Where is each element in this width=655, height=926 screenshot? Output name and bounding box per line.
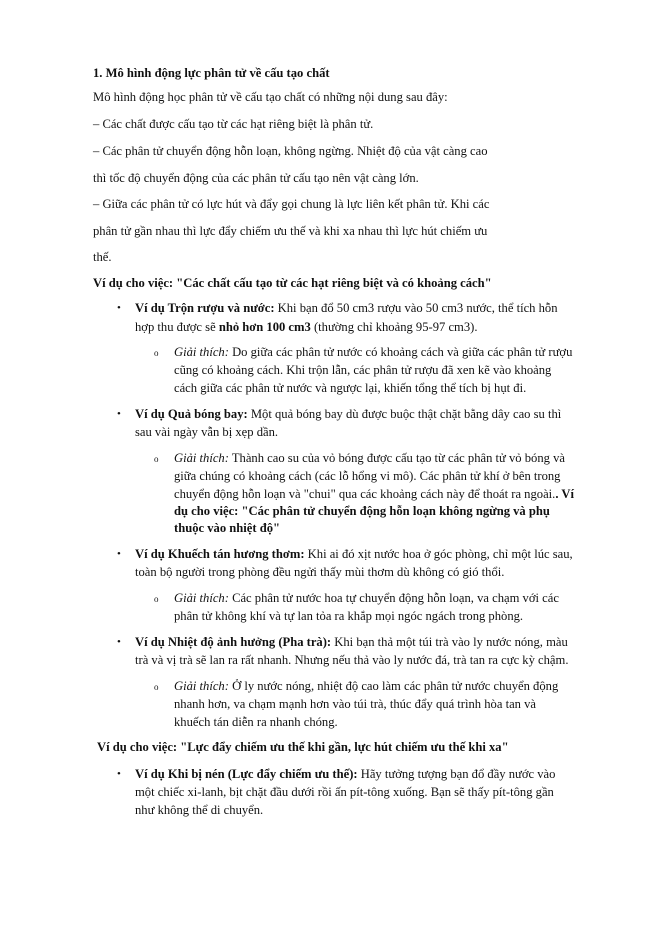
bullet-icon: • [117, 636, 121, 648]
intro-paragraph: Mô hình động học phân tử về cấu tạo chất có những nội dung sau đây: [93, 90, 448, 104]
sub-bullet-icon: o [154, 348, 159, 358]
explanation-line: Giải thích: Thành cao su của vỏ bóng được cấu tạo từ các phân tử vỏ bóng và [174, 451, 565, 465]
explanation-line: Giải thích: Các phân tử nước hoa tự chuyển động hỗn loạn, va chạm với các [174, 591, 559, 605]
explanation-line: cũng có khoảng cách. Khi trộn lẫn, các phân tử rượu đã xen kẽ vào khoảng [174, 363, 552, 377]
point-2-line-2: thì tốc độ chuyển động của các phân tử cấu tạo nên vật càng lớn. [93, 171, 419, 185]
example-title: Ví dụ Khuếch tán hương thơm: [135, 547, 305, 561]
point-2-line-1: – Các phân tử chuyển động hỗn loạn, không ngừng. Nhiệt độ của vật càng cao [93, 144, 488, 158]
explanation-label: Giải thích: [174, 451, 229, 465]
bullet-icon: • [117, 408, 121, 420]
example-line: Ví dụ Khuếch tán hương thơm: Khi ai đó xịt nước hoa ở góc phòng, chỉ một lúc sau, [135, 547, 573, 561]
explanation-label: Giải thích: [174, 591, 229, 605]
example-group-heading: Ví dụ cho việc: "Lực đẩy chiếm ưu thế khi gần, lực hút chiếm ưu thế khi xa" [97, 740, 509, 754]
explanation-line: Giải thích: Do giữa các phân tử nước có khoảng cách và giữa các phân tử rượu [174, 345, 573, 359]
example-title: Ví dụ Khi bị nén (Lực đẩy chiếm ưu thế): [135, 767, 358, 781]
bullet-icon: • [117, 768, 121, 780]
explanation-line: giữa chúng có khoảng cách (các lỗ hổng vi mô). Các phân tử khí ở bên trong [174, 469, 561, 483]
example-line: hợp thu được sẽ nhỏ hơn 100 cm3 (thường chỉ khoảng 95-97 cm3). [135, 320, 478, 334]
example-line: Ví dụ Khi bị nén (Lực đẩy chiếm ưu thế): Hãy tưởng tượng bạn đổ đầy nước vào [135, 767, 556, 781]
explanation-line: Giải thích: Ở ly nước nóng, nhiệt độ cao làm các phân tử nước chuyển động [174, 679, 559, 693]
example-title: Ví dụ Trộn rượu và nước: [135, 301, 275, 315]
example-line: Ví dụ Trộn rượu và nước: Khi bạn đổ 50 cm3 rượu vào 50 cm3 nước, thể tích hỗn [135, 301, 558, 315]
example-line: Ví dụ Nhiệt độ ảnh hưởng (Pha trà): Khi bạn thả một túi trà vào ly nước nóng, màu [135, 635, 568, 649]
bullet-icon: • [117, 302, 121, 314]
explanation-label: Giải thích: [174, 345, 229, 359]
example-line: trà và vị trà sẽ lan ra rất nhanh. Nhưng nếu thả vào ly nước đá, trà tan ra cực kỳ chậm. [135, 653, 569, 667]
example-line: một chiếc xi-lanh, bịt chặt đầu dưới rồi ấn pít-tông xuống. Bạn sẽ thấy pít-tông gần [135, 785, 554, 799]
explanation-line: thuộc vào nhiệt độ" [174, 521, 281, 535]
point-3-line-3: thế. [93, 250, 112, 264]
section-heading: 1. Mô hình động lực phân tử về cấu tạo chất [93, 66, 330, 80]
example-group-heading: Ví dụ cho việc: "Các chất cấu tạo từ các hạt riêng biệt và có khoảng cách" [93, 276, 492, 290]
explanation-line: khuếch tán diễn ra nhanh chóng. [174, 715, 338, 729]
explanation-line: nhanh hơn, va chạm mạnh hơn vào túi trà, thúc đẩy quá trình hòa tan và [174, 697, 536, 711]
example-title: Ví dụ Quả bóng bay: [135, 407, 248, 421]
sub-bullet-icon: o [154, 682, 159, 692]
explanation-line: cách giữa các phân tử nước và ngược lại, khiến tổng thể tích bị hụt đi. [174, 381, 527, 395]
explanation-line: dụ cho việc: "Các phân tử chuyển động hỗn loạn không ngừng và phụ [174, 504, 550, 518]
explanation-line: chuyển động hỗn loạn và "chui" qua các khoảng cách này để thoát ra ngoài.. Ví [174, 487, 574, 501]
example-line: toàn bộ người trong phòng đều ngửi thấy mùi thơm dù không có gió thổi. [135, 565, 505, 579]
sub-bullet-icon: o [154, 594, 159, 604]
explanation-label: Giải thích: [174, 679, 229, 693]
point-3-line-1: – Giữa các phân tử có lực hút và đẩy gọi chung là lực liên kết phân tử. Khi các [93, 197, 490, 211]
example-title: Ví dụ Nhiệt độ ảnh hưởng (Pha trà): [135, 635, 332, 649]
example-line: như không thể di chuyển. [135, 803, 264, 817]
example-line: sau vài ngày vẫn bị xẹp dần. [135, 425, 279, 439]
example-line: Ví dụ Quả bóng bay: Một quả bóng bay dù được buộc thật chặt bằng dây cao su thì [135, 407, 562, 421]
bullet-icon: • [117, 548, 121, 560]
sub-bullet-icon: o [154, 454, 159, 464]
point-1: – Các chất được cấu tạo từ các hạt riêng biệt là phân tử. [93, 117, 374, 131]
point-3-line-2: phân tử gần nhau thì lực đẩy chiếm ưu thế và khi xa nhau thì lực hút chiếm ưu [93, 224, 488, 238]
explanation-line: phân tử không khí và tự lan tỏa ra khắp mọi ngóc ngách trong phòng. [174, 609, 524, 623]
